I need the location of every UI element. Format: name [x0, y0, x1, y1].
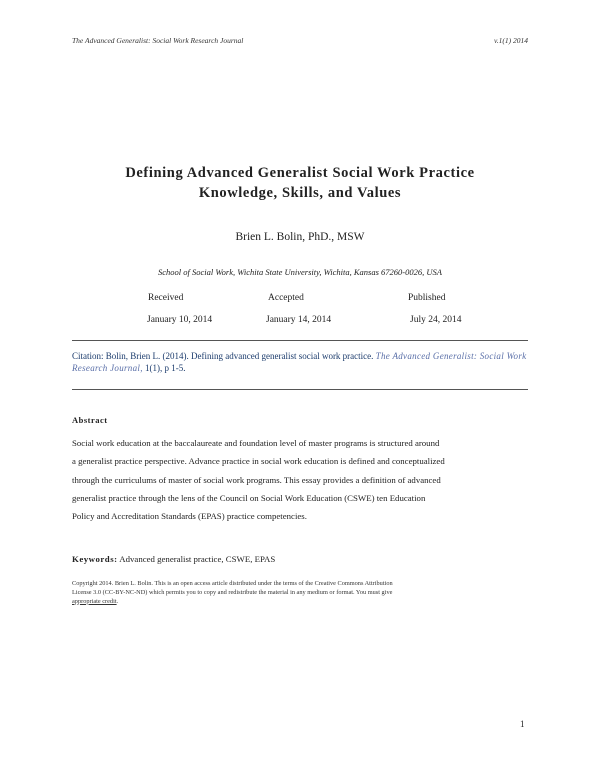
- abstract-body: [72, 434, 528, 525]
- title-line-2: Knowledge, Skills, and Values: [198, 185, 402, 201]
- citation-prefix: Citation: Bolin, Brien L. (2014). Defining advanced generalist social work practice.: [72, 351, 374, 361]
- accepted-label: Accepted: [268, 293, 304, 303]
- citation-journal: The Advanced Generalist: Social Work Research Journal,: [72, 351, 527, 373]
- abstract-line: generalist practice through the lens of the Council on Social Work Education (CSWE) ten Education: [72, 492, 426, 503]
- abstract-line: Policy and Accreditation Standards (EPAS) practice competencies.: [72, 511, 307, 522]
- article-title: [0, 163, 600, 203]
- copyright-notice: [72, 580, 532, 606]
- title-line-1: Defining Advanced Generalist Social Work Practice: [125, 165, 475, 181]
- page-number: 1: [520, 719, 525, 729]
- journal-running-head: The Advanced Generalist: Social Work Research Journal: [72, 36, 244, 45]
- keywords-label: Keywords:: [72, 554, 118, 564]
- accepted-date: January 14, 2014: [266, 315, 332, 325]
- appropriate-credit-link[interactable]: appropriate credit: [72, 597, 117, 605]
- copyright-line-1: Copyright 2014. Brien L. Bolin. This is an open access article distributed under the terms of the Creative Commons Attribution: [72, 580, 393, 587]
- received-label: Received: [148, 293, 184, 303]
- author-affiliation: School of Social Work, Wichita State University, Wichita, Kansas 67260-0026, USA: [158, 267, 442, 277]
- volume-info: v.1(1) 2014: [493, 36, 528, 45]
- keywords-value: Advanced generalist practice, CSWE, EPAS: [119, 554, 276, 564]
- published-label: Published: [408, 293, 446, 303]
- abstract-line: through the curriculums of master of social work programs. This essay provides a definition of advanced: [72, 474, 441, 485]
- abstract-line: a generalist practice perspective. Advance practice in social work education is defined and conceptualized: [72, 456, 445, 467]
- published-date: July 24, 2014: [410, 315, 462, 325]
- copyright-line-2: License 3.0 (CC-BY-NC-ND) which permits you to copy and redistribute the material in any medium or format. You must give: [72, 588, 393, 596]
- received-date: January 10, 2014: [147, 315, 213, 325]
- divider-bottom: [72, 389, 528, 390]
- keywords: [72, 554, 275, 564]
- citation-suffix: 1(1), p 1-5.: [145, 363, 186, 373]
- author-name: Brien L. Bolin, PhD., MSW: [235, 231, 365, 243]
- abstract-line: Social work education at the baccalaureate and foundation level of master programs is structured around: [72, 438, 440, 448]
- divider-top: [72, 340, 528, 341]
- copyright-period: .: [116, 597, 119, 605]
- citation[interactable]: [72, 350, 532, 374]
- abstract-heading: Abstract: [72, 415, 108, 425]
